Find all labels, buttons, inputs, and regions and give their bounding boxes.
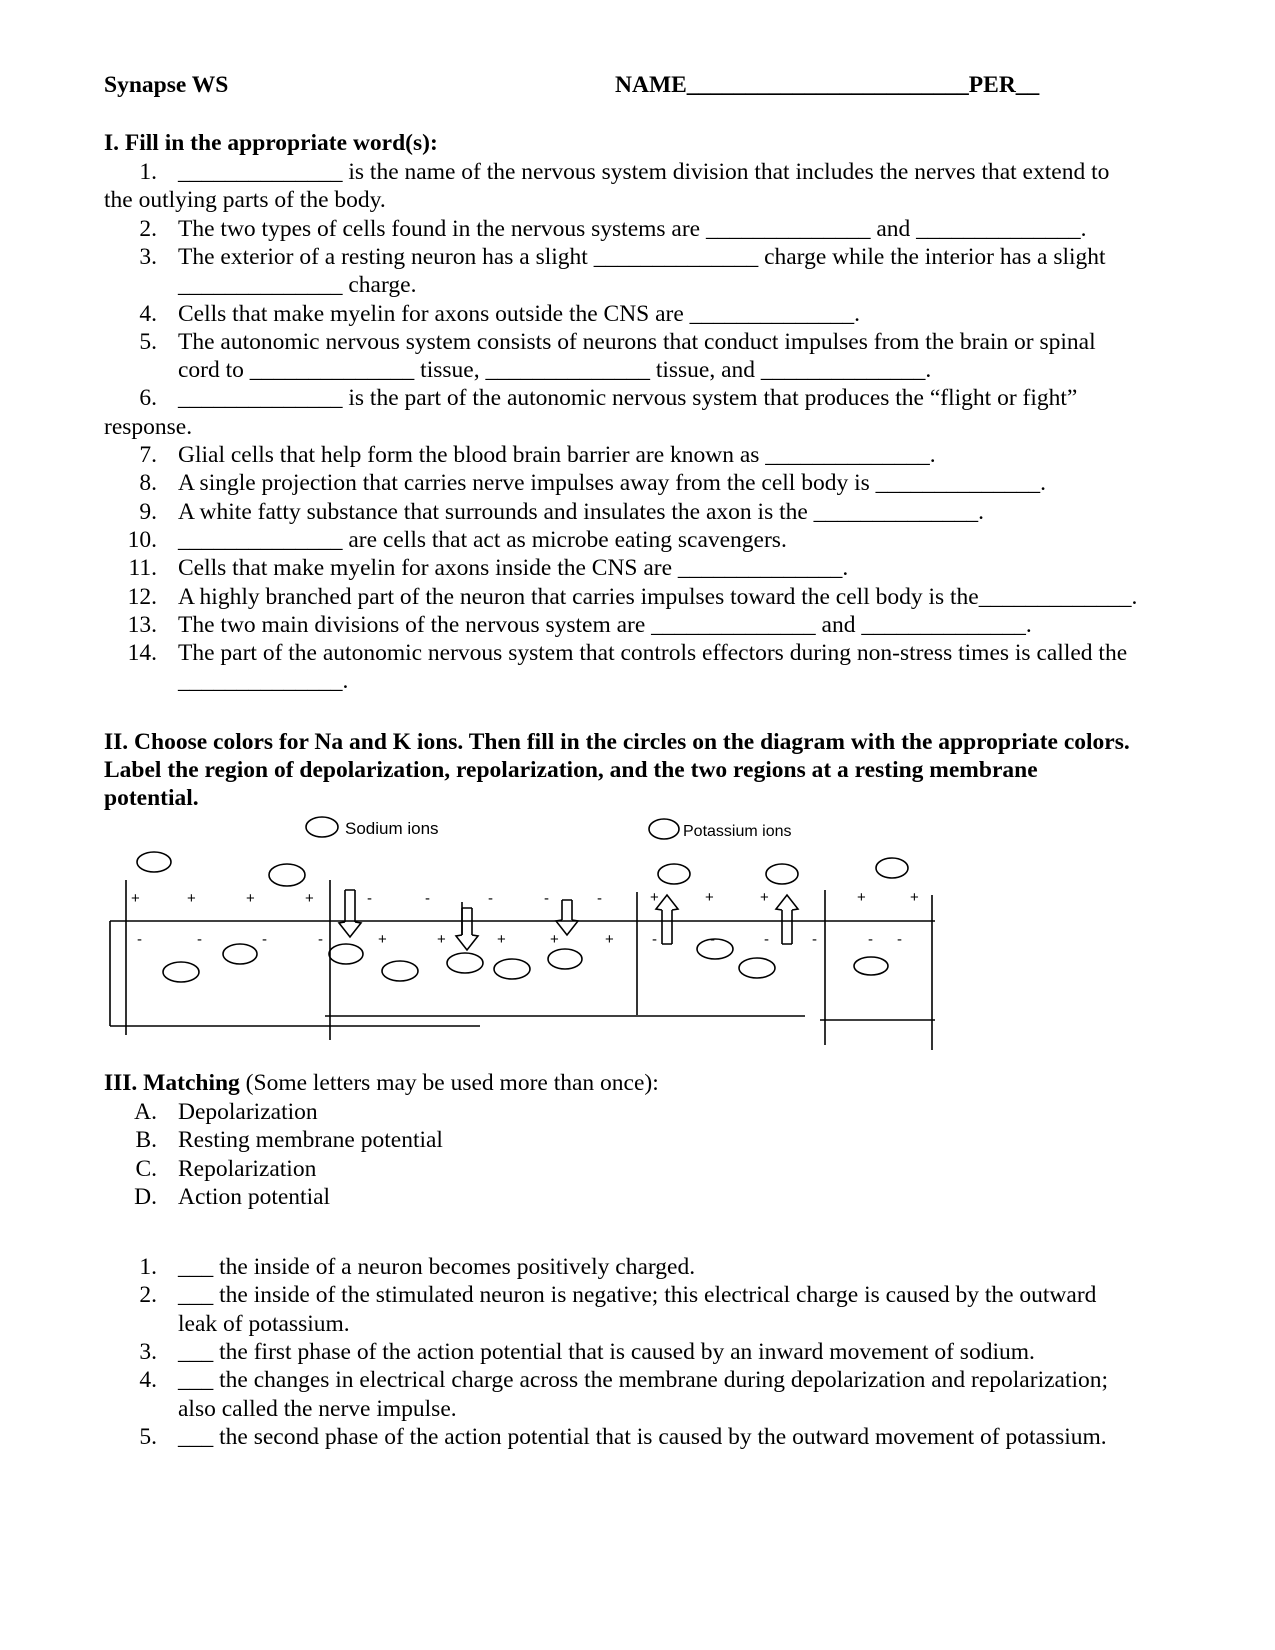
sodium-inward-arrows — [339, 890, 578, 950]
matching-item-text: leak of potassium. — [178, 1310, 350, 1337]
matching-number: 5. — [139, 1423, 157, 1450]
svg-text:-: - — [597, 890, 602, 907]
fill-in-number: 13. — [127, 611, 157, 638]
option-letter: B. — [135, 1127, 157, 1154]
fill-in-question-text: A white fatty substance that surrounds and insulates the axon is the ______________. — [178, 498, 985, 525]
svg-text:+: + — [187, 890, 196, 907]
fill-in-question-text: The exterior of a resting neuron has a slight ______________ charge while the interior has a slight — [178, 243, 1106, 270]
svg-text:-: - — [897, 931, 902, 948]
fill-in-question-text: the outlying parts of the body. — [104, 187, 386, 214]
fill-in-question-text: The two types of cells found in the nervous systems are ______________ and ______________. — [178, 215, 1087, 242]
option-text: Repolarization — [178, 1155, 317, 1182]
fill-in-question-text: The autonomic nervous system consists of neurons that conduct impulses from the brain or spinal — [178, 328, 1096, 355]
svg-text:+: + — [497, 931, 506, 948]
fill-in-question-text: cord to ______________ tissue, ______________ tissue, and ______________. — [178, 357, 932, 384]
fill-in-question-text: response. — [104, 413, 193, 440]
matching-number: 1. — [139, 1254, 157, 1280]
section-2-instructions-line-3: potential. — [104, 785, 199, 811]
fill-in-question-text: ______________ is the name of the nervous system division that includes the nerves that extend to — [178, 159, 1110, 185]
svg-text:-: - — [544, 890, 549, 907]
section-3-title — [104, 1070, 659, 1097]
worksheet-title: Synapse WS — [104, 72, 229, 98]
svg-text:+: + — [760, 889, 769, 906]
option-text: Depolarization — [178, 1099, 318, 1125]
matching-item-text: also called the nerve impulse. — [178, 1395, 457, 1422]
svg-text:-: - — [710, 931, 715, 948]
option-letter: C. — [135, 1155, 157, 1182]
svg-text:-: - — [197, 931, 202, 948]
svg-text:+: + — [705, 889, 714, 906]
svg-text:-: - — [488, 890, 493, 907]
potassium-legend-circle — [649, 819, 679, 839]
svg-text:-: - — [764, 931, 769, 948]
fill-in-question-text: The part of the autonomic nervous system that controls effectors during non-stress times is called the — [178, 640, 1128, 667]
svg-text:+: + — [305, 890, 314, 907]
matching-number: 4. — [139, 1367, 157, 1394]
fill-in-number: 11. — [128, 555, 157, 582]
option-text: Action potential — [178, 1183, 331, 1210]
matching-item-text: ___ the second phase of the action potential that is caused by the outward movement of potassium. — [178, 1423, 1107, 1450]
fill-in-question-text: A highly branched part of the neuron that carries impulses toward the cell body is the_____________. — [178, 583, 1138, 610]
svg-text:-: - — [812, 931, 817, 948]
matching-number: 3. — [139, 1338, 157, 1365]
membrane-lines — [110, 880, 935, 1050]
svg-text:+: + — [378, 931, 387, 948]
fill-in-number: 8. — [139, 470, 157, 497]
svg-text:-: - — [367, 890, 372, 907]
matching-item-text: ___ the first phase of the action potential that is caused by an inward movement of sodium. — [178, 1338, 1035, 1365]
charge-signs — [131, 889, 919, 948]
section-2-instructions-line-1: II. Choose colors for Na and K ions. Then fill in the circles on the diagram with the appropriate colors. — [104, 729, 1130, 755]
fill-in-number: 1. — [139, 159, 157, 185]
section-3-title-rest: (Some letters may be used more than once): — [239, 1070, 659, 1096]
fill-in-question-text: Cells that make myelin for axons inside the CNS are ______________. — [178, 555, 849, 582]
option-letter: A. — [134, 1099, 157, 1125]
fill-in-question-text: ______________ is the part of the autonomic nervous system that produces the “flight or fight” — [178, 385, 1078, 412]
fill-in-number: 7. — [139, 442, 157, 468]
section-2-instructions-line-2: Label the region of depolarization, repolarization, and the two regions at a resting membrane — [104, 757, 1038, 783]
svg-text:+: + — [650, 889, 659, 906]
fill-in-question-text: Cells that make myelin for axons outside the CNS are ______________. — [178, 300, 861, 327]
fill-in-number: 12. — [127, 583, 157, 610]
potassium-outward-arrows — [656, 895, 798, 944]
svg-text:-: - — [318, 931, 323, 948]
fill-in-number: 10. — [127, 526, 157, 553]
fill-in-question-text: ______________ charge. — [178, 272, 417, 299]
matching-item-text: ___ the inside of the stimulated neuron is negative; this electrical charge is caused by the outward — [178, 1282, 1097, 1309]
svg-text:+: + — [550, 931, 559, 948]
sodium-legend-label: Sodium ions — [345, 819, 439, 838]
fill-in-question-text: ______________. — [178, 668, 349, 695]
potassium-legend-label: Potassium ions — [683, 823, 792, 840]
fill-in-number: 5. — [139, 328, 157, 355]
matching-item-text: ___ the changes in electrical charge across the membrane during depolarization and repolarization; — [178, 1367, 1109, 1394]
fill-in-number: 14. — [127, 640, 157, 667]
fill-in-question-text: ______________ are cells that act as microbe eating scavengers. — [178, 526, 787, 553]
svg-text:-: - — [425, 890, 430, 907]
section-1-title: I. Fill in the appropriate word(s): — [104, 130, 438, 156]
fill-in-question-text: The two main divisions of the nervous system are ______________ and ______________. — [178, 611, 1032, 638]
svg-text:-: - — [868, 931, 873, 948]
fill-in-number: 2. — [139, 215, 157, 242]
matching-number: 2. — [139, 1282, 157, 1309]
fill-in-number: 9. — [139, 498, 157, 525]
fill-in-question-text: A single projection that carries nerve impulses away from the cell body is ______________. — [178, 470, 1046, 497]
svg-text:+: + — [857, 889, 866, 906]
fill-in-number: 6. — [139, 385, 157, 412]
svg-text:-: - — [652, 931, 657, 948]
svg-text:-: - — [137, 931, 142, 948]
membrane-diagram — [0, 810, 1275, 1060]
svg-text:+: + — [437, 931, 446, 948]
fill-in-question-text: Glial cells that help form the blood brain barrier are known as ______________. — [178, 442, 936, 468]
svg-text:+: + — [246, 890, 255, 907]
fill-in-number: 3. — [139, 243, 157, 270]
svg-text:+: + — [605, 931, 614, 948]
svg-text:+: + — [910, 889, 919, 906]
svg-text:-: - — [262, 931, 267, 948]
name-period-field: NAME________________________PER__ — [615, 72, 1040, 98]
option-text: Resting membrane potential — [178, 1127, 443, 1154]
matching-item-text: ___ the inside of a neuron becomes positively charged. — [178, 1254, 696, 1280]
section-3-title-bold: III. Matching — [104, 1070, 240, 1096]
sodium-legend-circle — [306, 817, 338, 837]
option-letter: D. — [134, 1183, 157, 1210]
svg-text:+: + — [131, 890, 140, 907]
fill-in-number: 4. — [139, 300, 157, 327]
